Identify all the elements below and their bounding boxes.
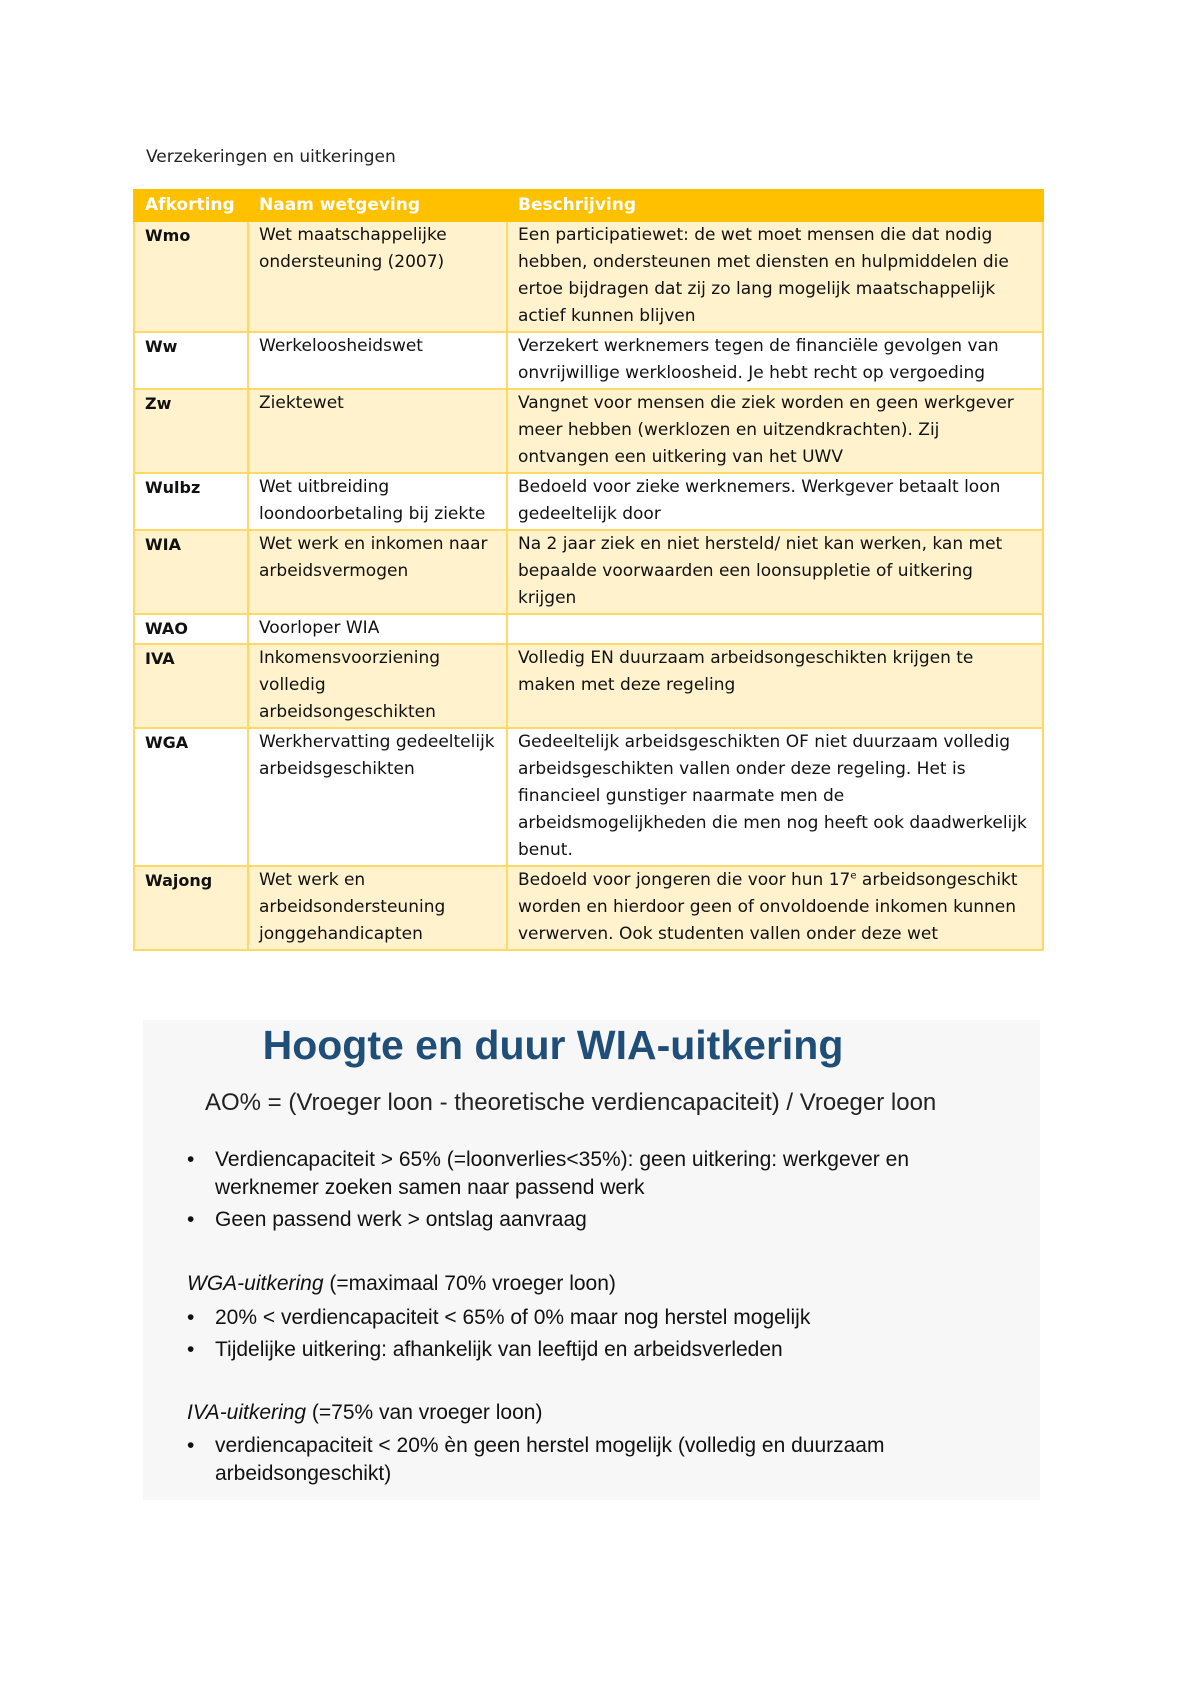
description-text: arbeidsongeschikt worden en hierdoor geen of onvoldoende inkomen kunnen verwerven. Ook studenten vallen onder deze wet [518,870,1018,944]
law-name-cell: Wet werk en inkomen naar arbeidsvermogen [248,530,507,614]
table-row [134,389,1043,473]
wia-slide [143,1020,1040,1500]
abbreviation-cell: Wulbz [134,473,248,530]
column-header-description: Beschrijving [507,190,1043,221]
table-row [134,866,1043,950]
bullet-text: Verdiencapaciteit > 65% (=loonverlies<35%): geen uitkering: werkgever en werknemer zoeken samen naar passend werk [215,1148,909,1199]
abbreviation-cell: WAO [134,614,248,644]
table-row [134,221,1043,332]
law-name-cell: Wet werk en arbeidsondersteuning jonggehandicapten [248,866,507,950]
bullet-item [187,1146,1007,1202]
wga-heading-rest: (=maximaal 70% vroeger loon) [323,1272,616,1295]
abbreviation-cell: WGA [134,728,248,866]
intro-bullet-list [187,1146,1007,1238]
description-cell: Vangnet voor mensen die ziek worden en geen werkgever meer hebben (werklozen en uitzendkrachten). Zij ontvangen een uitkering van het UWV [507,389,1043,473]
bullet-icon: • [187,1306,195,1329]
bullet-icon: • [187,1338,195,1361]
law-name-cell: Wet uitbreiding loondoorbetaling bij ziekte [248,473,507,530]
iva-bullet-list [187,1432,1007,1492]
bullet-text: Tijdelijke uitkering: afhankelijk van leeftijd en arbeidsverleden [215,1338,783,1361]
superscript-ordinal: e [850,870,857,882]
bullet-icon: • [187,1434,195,1457]
bullet-text: 20% < verdiencapaciteit < 65% of 0% maar nog herstel mogelijk [215,1306,811,1329]
iva-heading-italic: IVA-uitkering [187,1401,307,1424]
wga-heading [187,1272,616,1296]
wga-bullet-list [187,1304,1007,1368]
description-cell [507,614,1043,644]
abbreviation-cell: Wmo [134,221,248,332]
law-name-cell: Werkhervatting gedeeltelijk arbeidsgeschikten [248,728,507,866]
description-cell: Gedeeltelijk arbeidsgeschikten OF niet duurzaam volledig arbeidsgeschikten vallen onder deze regeling. Het is financieel gunstiger naarmate men de arbeidsmogelijkheden die men nog heeft ook daadwerkelijk benut. [507,728,1043,866]
table-row [134,332,1043,389]
bullet-item [187,1206,1007,1234]
description-cell: Verzekert werknemers tegen de financiële gevolgen van onvrijwillige werkloosheid. Je hebt recht op vergoeding [507,332,1043,389]
bullet-item [187,1304,1007,1332]
table-row [134,644,1043,728]
slide-title: Hoogte en duur WIA-uitkering [262,1022,844,1068]
abbreviation-cell: Zw [134,389,248,473]
column-header-abbreviation: Afkorting [134,190,248,221]
table-row [134,728,1043,866]
abbreviation-cell: WIA [134,530,248,614]
bullet-text: verdiencapaciteit < 20% èn geen herstel mogelijk (volledig en duurzaam arbeidsongeschikt) [215,1434,885,1485]
ao-formula: AO% = (Vroeger loon - theoretische verdiencapaciteit) / Vroeger loon [205,1089,937,1116]
law-name-cell: Ziektewet [248,389,507,473]
description-text: Bedoeld voor jongeren die voor hun 17 [518,870,851,890]
description-cell: Volledig EN duurzaam arbeidsongeschikten krijgen te maken met deze regeling [507,644,1043,728]
law-name-cell: Wet maatschappelijke ondersteuning (2007) [248,221,507,332]
abbreviation-cell: Ww [134,332,248,389]
bullet-item [187,1432,1007,1488]
table-row [134,530,1043,614]
column-header-law-name: Naam wetgeving [248,190,507,221]
bullet-item [187,1336,1007,1364]
table-row [134,614,1043,644]
iva-heading [187,1401,542,1425]
document-title: Verzekeringen en uitkeringen [146,147,396,167]
description-cell: Een participatiewet: de wet moet mensen die dat nodig hebben, ondersteunen met diensten en hulpmiddelen die ertoe bijdragen dat zij zo lang mogelijk maatschappelijk actief kunnen blijven [507,221,1043,332]
table-row [134,473,1043,530]
iva-heading-rest: (=75% van vroeger loon) [306,1401,543,1424]
table-header-row [134,190,1043,221]
bullet-text: Geen passend werk > ontslag aanvraag [215,1208,587,1231]
law-name-cell: Voorloper WIA [248,614,507,644]
wga-heading-italic: WGA-uitkering [187,1272,324,1295]
law-name-cell: Inkomensvoorziening volledig arbeidsongeschikten [248,644,507,728]
bullet-icon: • [187,1208,195,1231]
description-cell: Na 2 jaar ziek en niet hersteld/ niet kan werken, kan met bepaalde voorwaarden een loonsuppletie of uitkering krijgen [507,530,1043,614]
laws-table [133,189,1044,951]
abbreviation-cell: IVA [134,644,248,728]
bullet-icon: • [187,1148,195,1171]
law-name-cell: Werkeloosheidswet [248,332,507,389]
description-cell: Bedoeld voor zieke werknemers. Werkgever betaalt loon gedeeltelijk door [507,473,1043,530]
abbreviation-cell: Wajong [134,866,248,950]
description-cell [507,866,1043,950]
